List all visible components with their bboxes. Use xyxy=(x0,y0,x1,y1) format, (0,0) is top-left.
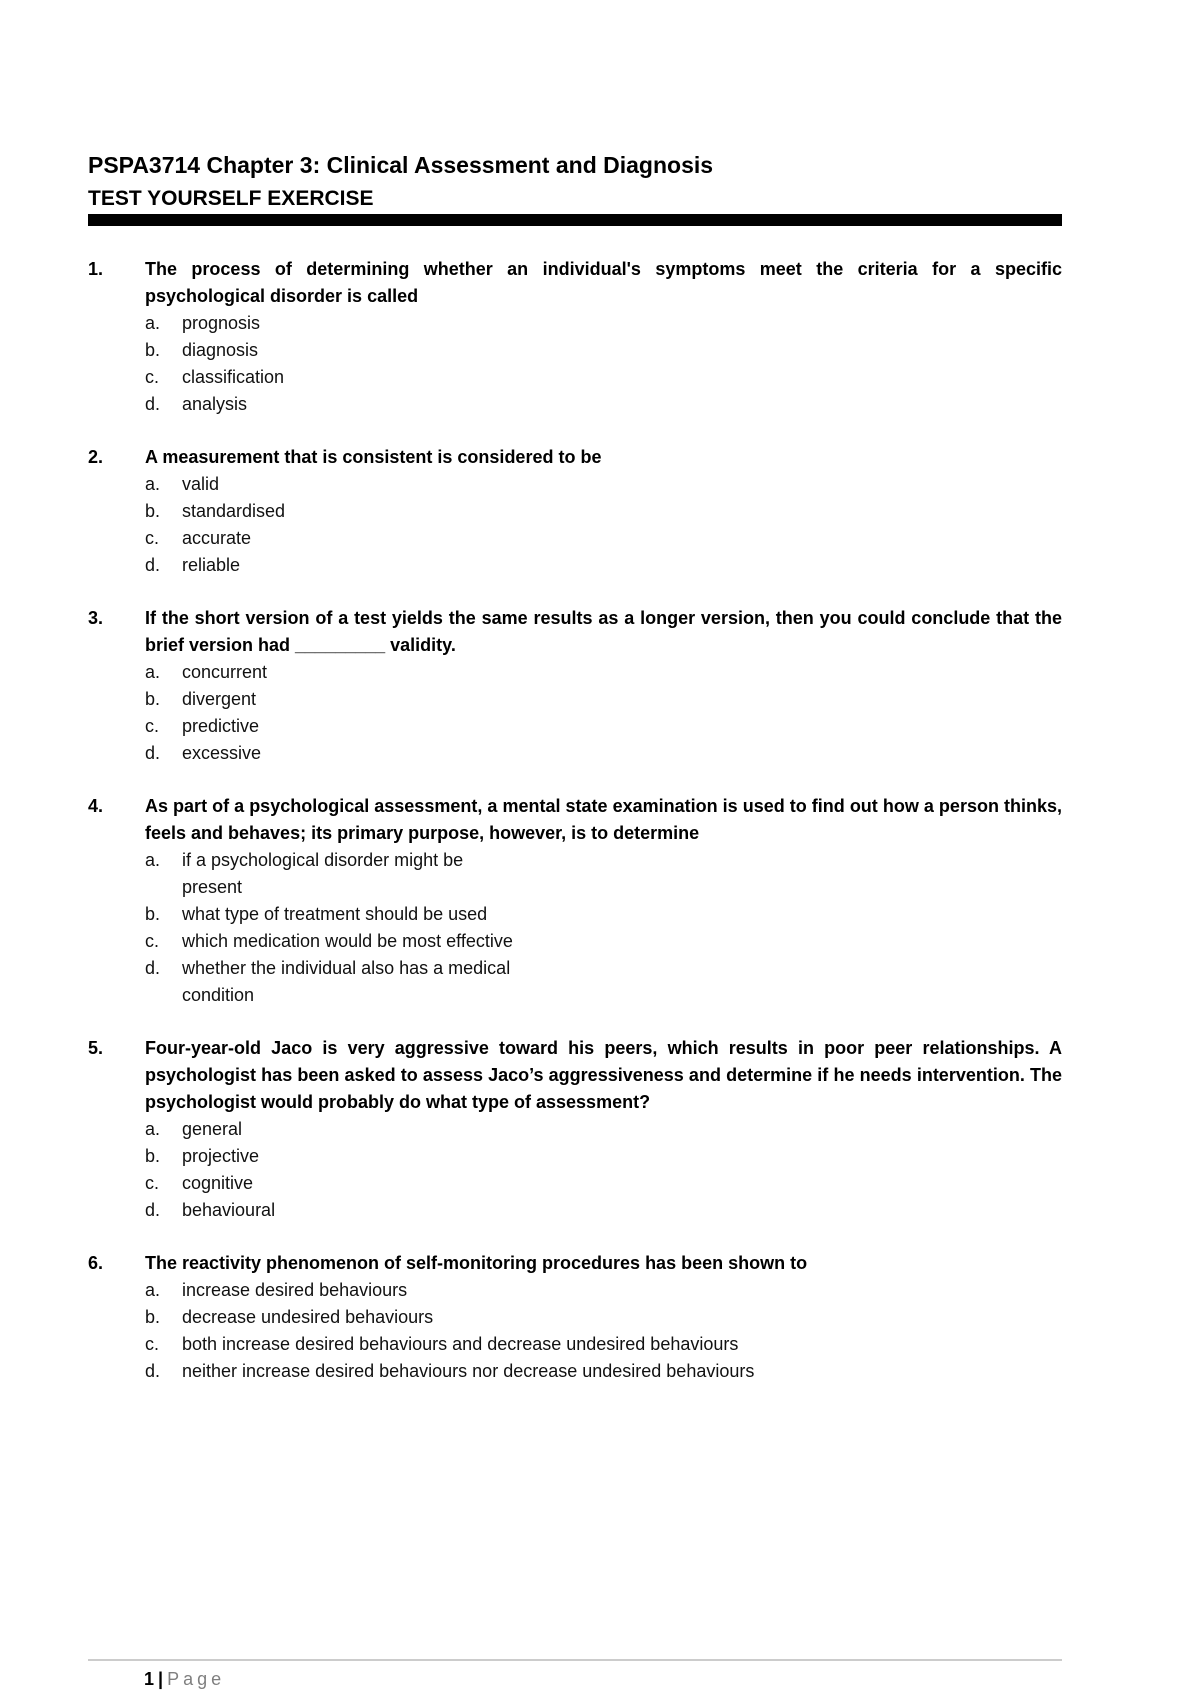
question-3 xyxy=(88,605,1062,767)
option-letter: a. xyxy=(145,1280,161,1300)
option-text: accurate xyxy=(182,528,252,548)
option-letter: c. xyxy=(145,1334,160,1354)
option-b xyxy=(145,337,1062,364)
question-text: As part of a psychological assessment, a mental state examination is used to find out how a person thinks, feels and behaves; its primary purpose, however, is to determine xyxy=(145,796,1062,843)
option-letter: c. xyxy=(145,1173,160,1193)
option-d xyxy=(145,391,1062,418)
document-title: PSPA3714 Chapter 3: Clinical Assessment and Diagnosis xyxy=(88,152,714,178)
option-d xyxy=(145,740,1062,767)
option-b xyxy=(145,686,1062,713)
option-list xyxy=(145,847,1062,1009)
option-list xyxy=(145,659,1062,767)
option-a xyxy=(145,659,1062,686)
option-a xyxy=(145,1116,1062,1143)
option-text: predictive xyxy=(182,716,260,736)
question-number: 3. xyxy=(88,608,104,628)
option-text: reliable xyxy=(182,555,241,575)
option-d xyxy=(145,955,1062,1009)
page-footer xyxy=(144,1667,225,1691)
option-text: increase desired behaviours xyxy=(182,1280,408,1300)
option-text: classification xyxy=(182,367,285,387)
option-letter: a. xyxy=(145,850,161,870)
option-d xyxy=(145,552,1062,579)
option-text: cognitive xyxy=(182,1173,254,1193)
option-text: which medication would be most effective xyxy=(182,931,513,951)
option-list xyxy=(145,310,1062,418)
option-a xyxy=(145,847,1062,901)
option-text: whether the individual also has a medical condition xyxy=(182,958,511,1005)
option-letter: b. xyxy=(145,689,161,709)
option-d xyxy=(145,1358,1062,1385)
option-list xyxy=(145,471,1062,579)
option-text: concurrent xyxy=(182,662,268,682)
option-list xyxy=(145,1277,1062,1385)
footer-divider xyxy=(88,1659,1062,1661)
question-text: If the short version of a test yields the same results as a longer version, then you could conclude that the brief version had _________ validity. xyxy=(145,608,1062,655)
option-c xyxy=(145,1170,1062,1197)
question-5 xyxy=(88,1035,1062,1224)
option-text: neither increase desired behaviours nor decrease undesired behaviours xyxy=(182,1361,755,1381)
option-text: prognosis xyxy=(182,313,261,333)
option-a xyxy=(145,471,1062,498)
option-text: standardised xyxy=(182,501,286,521)
option-d xyxy=(145,1197,1062,1224)
option-letter: b. xyxy=(145,340,161,360)
option-a xyxy=(145,1277,1062,1304)
option-letter: a. xyxy=(145,313,161,333)
option-letter: a. xyxy=(145,662,161,682)
question-number: 5. xyxy=(88,1038,104,1058)
option-list xyxy=(145,1116,1062,1224)
option-text: what type of treatment should be used xyxy=(182,904,488,924)
option-text: both increase desired behaviours and decrease undesired behaviours xyxy=(182,1334,739,1354)
question-list xyxy=(88,256,1062,1411)
option-text: divergent xyxy=(182,689,257,709)
page-label: Page xyxy=(167,1669,226,1689)
question-text: The reactivity phenomenon of self-monitoring procedures has been shown to xyxy=(145,1253,808,1273)
option-text: behavioural xyxy=(182,1200,276,1220)
option-text: excessive xyxy=(182,743,262,763)
option-text: projective xyxy=(182,1146,260,1166)
option-letter: d. xyxy=(145,394,161,414)
option-letter: b. xyxy=(145,1146,161,1166)
option-text: decrease undesired behaviours xyxy=(182,1307,434,1327)
header-divider xyxy=(88,214,1062,226)
document-page xyxy=(88,0,1062,1701)
option-b xyxy=(145,1143,1062,1170)
option-c xyxy=(145,928,1062,955)
option-letter: d. xyxy=(145,743,161,763)
question-number: 6. xyxy=(88,1253,104,1273)
question-text: Four-year-old Jaco is very aggressive toward his peers, which results in poor peer relationships. A psychologist has been asked to assess Jaco’s aggressiveness and determine if he needs intervention. The psychologist would probably do what type of assessment? xyxy=(145,1038,1062,1112)
option-letter: c. xyxy=(145,528,160,548)
option-text: diagnosis xyxy=(182,340,259,360)
page-number: 1 xyxy=(144,1669,155,1689)
option-letter: a. xyxy=(145,1119,161,1139)
option-letter: b. xyxy=(145,904,161,924)
question-number: 1. xyxy=(88,259,104,279)
option-text: general xyxy=(182,1119,243,1139)
option-b xyxy=(145,498,1062,525)
question-number: 4. xyxy=(88,796,104,816)
option-letter: c. xyxy=(145,716,160,736)
option-c xyxy=(145,713,1062,740)
question-text: A measurement that is consistent is considered to be xyxy=(145,447,602,467)
option-letter: d. xyxy=(145,958,161,978)
option-letter: d. xyxy=(145,1200,161,1220)
question-text: The process of determining whether an individual's symptoms meet the criteria for a specific psychological disorder is called xyxy=(145,259,1062,306)
option-c xyxy=(145,525,1062,552)
option-letter: b. xyxy=(145,501,161,521)
question-number: 2. xyxy=(88,447,104,467)
option-text: analysis xyxy=(182,394,248,414)
option-letter: c. xyxy=(145,367,160,387)
option-text: if a psychological disorder might be present xyxy=(182,850,464,897)
option-letter: d. xyxy=(145,1361,161,1381)
question-1 xyxy=(88,256,1062,418)
option-letter: d. xyxy=(145,555,161,575)
question-6 xyxy=(88,1250,1062,1385)
option-letter: a. xyxy=(145,474,161,494)
option-b xyxy=(145,1304,1062,1331)
question-4 xyxy=(88,793,1062,1009)
option-a xyxy=(145,310,1062,337)
page-separator: | xyxy=(158,1669,164,1689)
option-b xyxy=(145,901,1062,928)
option-text: valid xyxy=(182,474,220,494)
document-subtitle: TEST YOURSELF EXERCISE xyxy=(88,187,374,210)
option-c xyxy=(145,1331,1062,1358)
option-letter: b. xyxy=(145,1307,161,1327)
option-c xyxy=(145,364,1062,391)
option-letter: c. xyxy=(145,931,160,951)
question-2 xyxy=(88,444,1062,579)
